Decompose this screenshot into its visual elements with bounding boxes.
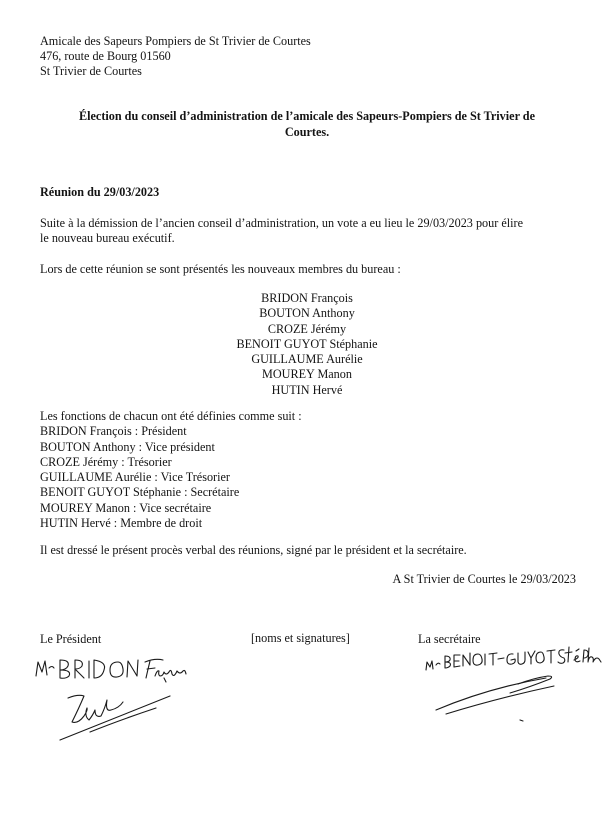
president-label: Le Président [40, 632, 102, 646]
intro-line-1: Suite à la démission de l’ancien conseil d’administration, un vote a eu lieu le 29/03/2023 pour élire [40, 216, 523, 230]
member-name: BRIDON François [261, 291, 353, 305]
sender-address [40, 34, 311, 79]
intro-line-2: le nouveau bureau exécutif. [40, 231, 175, 245]
president-signature [20, 650, 195, 750]
address-line: Amicale des Sapeurs Pompiers de St Trivier de Courtes [40, 34, 311, 48]
member-name: BENOIT GUYOT Stéphanie [236, 336, 378, 351]
closing-statement: Il est dressé le présent procès verbal des réunions, signé par le président et la secrétaire. [40, 543, 467, 557]
member-name: GUILLAUME Aurélie [251, 352, 363, 367]
secretary-label: La secrétaire [418, 632, 481, 646]
document-title [50, 109, 564, 140]
title-line-1: Élection du conseil d’administration de l’amicale des Sapeurs-Pompiers de St Trivier de [78, 109, 535, 123]
address-line: 476, route de Bourg 01560 [40, 49, 171, 63]
role-item: BENOIT GUYOT Stéphanie : Secrétaire [40, 485, 240, 500]
members-list [0, 291, 614, 398]
member-name: HUTIN Hervé [271, 382, 343, 397]
member-name: BOUTON Anthony [259, 306, 355, 321]
meeting-heading: Réunion du 29/03/2023 [40, 185, 160, 199]
title-line-2: Courtes. [284, 124, 330, 139]
role-item: BOUTON Anthony : Vice président [40, 439, 215, 454]
roles-list [40, 409, 302, 531]
member-name: CROZE Jérémy [267, 321, 347, 336]
intro-paragraph [40, 216, 523, 246]
secretary-signature [418, 640, 603, 730]
role-item: CROZE Jérémy : Trésorier [40, 454, 172, 469]
role-item: BRIDON François : Président [40, 424, 187, 439]
place-and-date: A St Trivier de Courtes le 29/03/2023 [392, 572, 576, 586]
role-item: GUILLAUME Aurélie : Vice Trésorier [40, 470, 230, 485]
address-line: St Trivier de Courtes [40, 64, 142, 78]
signature-placeholder: [noms et signatures] [251, 631, 350, 645]
present-members-text: Lors de cette réunion se sont présentés les nouveaux membres du bureau : [40, 262, 401, 276]
role-item: MOUREY Manon : Vice secrétaire [40, 500, 212, 515]
member-name: MOUREY Manon [262, 367, 352, 382]
role-item: HUTIN Hervé : Membre de droit [40, 516, 203, 531]
roles-intro: Les fonctions de chacun ont été définies comme suit : [40, 409, 302, 423]
